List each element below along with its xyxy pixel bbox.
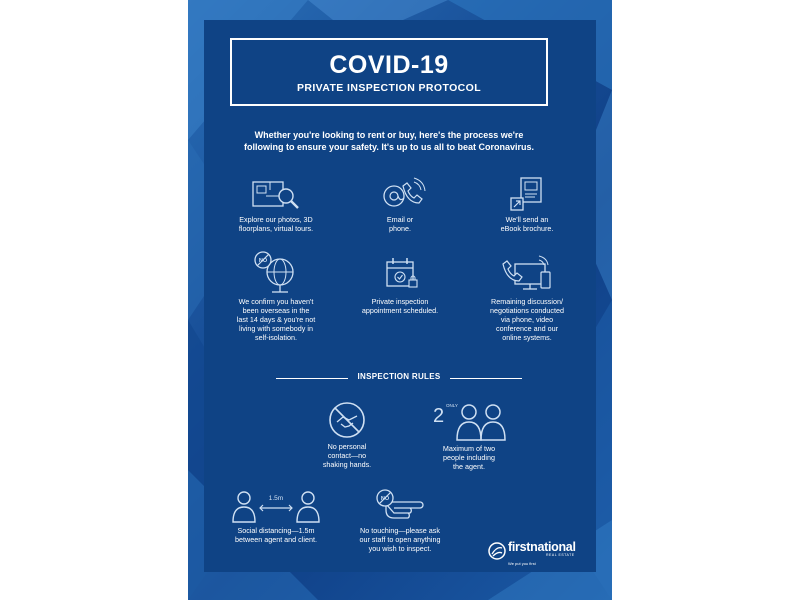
step-caption: online systems. [502,333,552,342]
step-caption: We'll send an [505,215,549,224]
step-caption: last 14 days & you're not [236,315,316,324]
step-caption: floorplans, virtual tours. [238,224,314,233]
two-people-icon [427,398,511,442]
rule-caption: people including [443,453,495,462]
brand-name: firstnational [508,540,576,554]
brand-tagline: We put you first [508,561,536,566]
step-explore [221,176,331,233]
step-contact [345,176,455,233]
step-brochure [472,176,582,233]
step-caption: conference and our [496,324,558,333]
step-confirm [214,250,338,342]
rule-no-contact [292,400,402,469]
step-appointment [345,254,455,315]
no-touching-icon [370,488,430,524]
rules-heading [276,372,522,386]
badge-text: ONLY [446,403,458,408]
step-remote [468,254,586,342]
rule-caption: Social distancing—1.5m [237,526,315,535]
firstnational-logo-icon [488,542,506,560]
brand-sub: REAL ESTATE [546,553,575,557]
rule-caption: No personal [327,442,367,451]
no-label: NO [258,258,268,264]
step-caption: We confirm you haven't [238,297,314,306]
badge-number: 2 [433,405,445,427]
rule-caption: shaking hands. [322,460,372,469]
rule-caption: the agent. [453,462,485,471]
intro-line: following to ensure your safety. It's up to us all to beat Coronavirus. [243,141,534,152]
rule-caption: our staff to open anything [359,535,441,544]
rule-caption: Maximum of two [442,444,496,453]
divider-right [450,378,522,379]
rules-heading-label: INSPECTION RULES [357,372,441,381]
title-box [230,38,548,106]
page-subtitle: PRIVATE INSPECTION PROTOCOL [296,82,482,94]
no-travel-globe-icon [246,250,306,294]
rule-caption: No touching—please ask [360,526,440,535]
rule-caption: you wish to inspect. [368,544,432,553]
email-phone-icon [370,176,430,212]
step-caption: appointment scheduled. [361,306,439,315]
social-distance-icon [230,488,322,524]
intro-text [228,130,550,153]
intro-line: Whether you're looking to rent or buy, here's the process we're [254,130,524,140]
calendar-appointment-icon [370,254,430,294]
step-caption: been overseas in the [242,306,310,315]
no-handshake-icon [327,400,367,440]
step-caption: Private inspection [371,297,429,306]
step-caption: via phone, video [500,315,554,324]
step-caption: Explore our photos, 3D [239,215,313,224]
rule-social-distancing [216,488,336,544]
step-caption: Email or [386,215,414,224]
phone-video-icon [495,254,559,294]
brand-logo [488,540,598,570]
floorplan-magnifier-icon [246,176,306,212]
page-title: COVID-19 [329,51,449,79]
ebook-brochure-icon [497,176,557,212]
rule-caption: contact—no [327,451,367,460]
step-caption: phone. [389,224,411,233]
step-caption: living with somebody in [239,324,313,333]
step-caption: negotiations conducted [490,306,564,315]
step-caption: self-isolation. [255,333,297,342]
rule-max-two [414,398,524,471]
distance-label: 1.5m [268,495,284,502]
no-label: NO [380,496,390,502]
step-caption: Remaining discussion/ [491,297,563,306]
rule-caption: between agent and client. [235,535,317,544]
step-caption: eBook brochure. [500,224,554,233]
rule-no-touching [338,488,462,553]
poster [188,0,612,600]
